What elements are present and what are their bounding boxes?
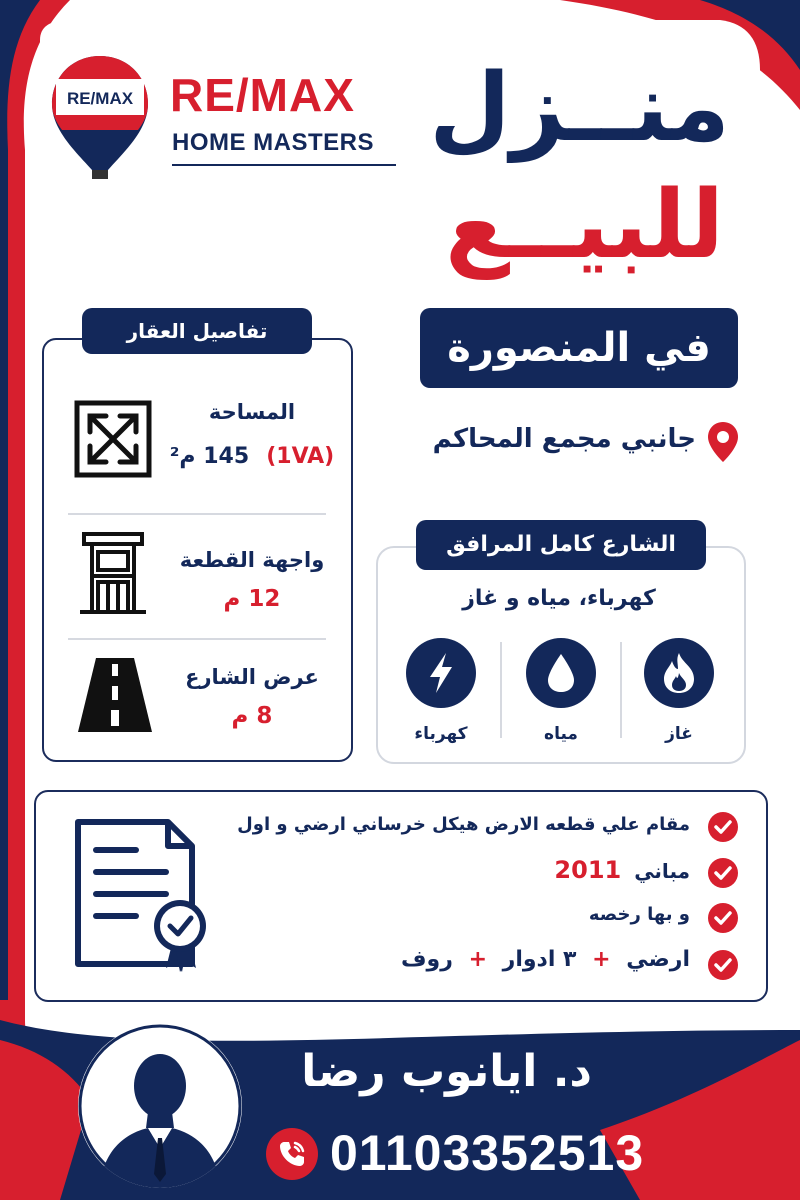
check-icon (708, 950, 738, 980)
check-icon (708, 858, 738, 888)
check-icon (708, 903, 738, 933)
utilities-title: الشارع كامل المرافق (416, 520, 706, 570)
feature-license: و بها رخصه (588, 904, 690, 925)
balloon-text: RE/MAX (66, 89, 134, 108)
headline-house: منــزل (429, 54, 730, 163)
water-circle (526, 638, 596, 708)
frontage-value: 12 م (223, 586, 281, 612)
lightning-icon (426, 651, 456, 695)
feature-built-year (554, 856, 690, 884)
plus-sign: + (592, 947, 611, 972)
street-width-label: عرض الشارع (185, 665, 319, 689)
location-text: جانبي مجمع المحاكم (432, 424, 696, 454)
agent-phone[interactable]: 01103352513 (330, 1125, 645, 1181)
location-line (420, 418, 740, 468)
remax-balloon-icon (48, 52, 152, 187)
row-divider (68, 513, 326, 515)
remax-logo (48, 52, 408, 187)
details-title: تفاصيل العقار (82, 308, 312, 354)
expand-arrows-icon (74, 400, 152, 478)
headline-for-sale: للبيــع (445, 171, 724, 280)
water-label: مياه (544, 724, 578, 744)
building-facade-icon (78, 530, 148, 614)
street-width-value: 8 م (231, 703, 273, 729)
agent-name: د. ايانوب رضا (301, 1046, 592, 1097)
logo-underline (172, 164, 396, 166)
built-label: مباني (634, 859, 690, 883)
flame-icon (660, 651, 698, 695)
brand-name: RE/MAX (170, 69, 355, 121)
utility-divider (620, 642, 622, 738)
electricity-label: كهرباء (414, 724, 468, 744)
floors-roof: روف (400, 947, 453, 972)
utility-divider (500, 642, 502, 738)
person-silhouette-icon (78, 1024, 242, 1188)
feature-structure: مقام علي قطعه الارض هيكل خرساني ارضي و اول (237, 814, 690, 835)
phone-icon[interactable] (266, 1128, 318, 1180)
plus-sign: + (468, 947, 487, 972)
feature-floors (401, 947, 690, 972)
agent-avatar (78, 1024, 242, 1188)
area-label: المساحة (208, 400, 296, 424)
area-code: (1VA) (266, 444, 335, 469)
water-drop-icon (546, 652, 576, 694)
floors-ground: ارضي (626, 947, 690, 972)
utilities-subtitle: كهرباء، مياه و غاز (462, 586, 656, 611)
electricity-circle (406, 638, 476, 708)
city-badge: في المنصورة (420, 308, 738, 388)
gas-label: غاز (665, 724, 693, 744)
check-icon (708, 812, 738, 842)
row-divider (68, 638, 326, 640)
gas-circle (644, 638, 714, 708)
frontage-label: واجهة القطعة (179, 548, 325, 572)
area-value: 145 م² (169, 444, 250, 469)
area-value-row (168, 444, 336, 478)
certificate-icon (70, 818, 210, 974)
brand-office: HOME MASTERS (172, 129, 375, 156)
built-year: 2011 (554, 856, 622, 884)
floors-count: ٣ ادوار (502, 947, 577, 972)
road-icon (76, 656, 154, 734)
location-pin-icon (706, 420, 740, 464)
